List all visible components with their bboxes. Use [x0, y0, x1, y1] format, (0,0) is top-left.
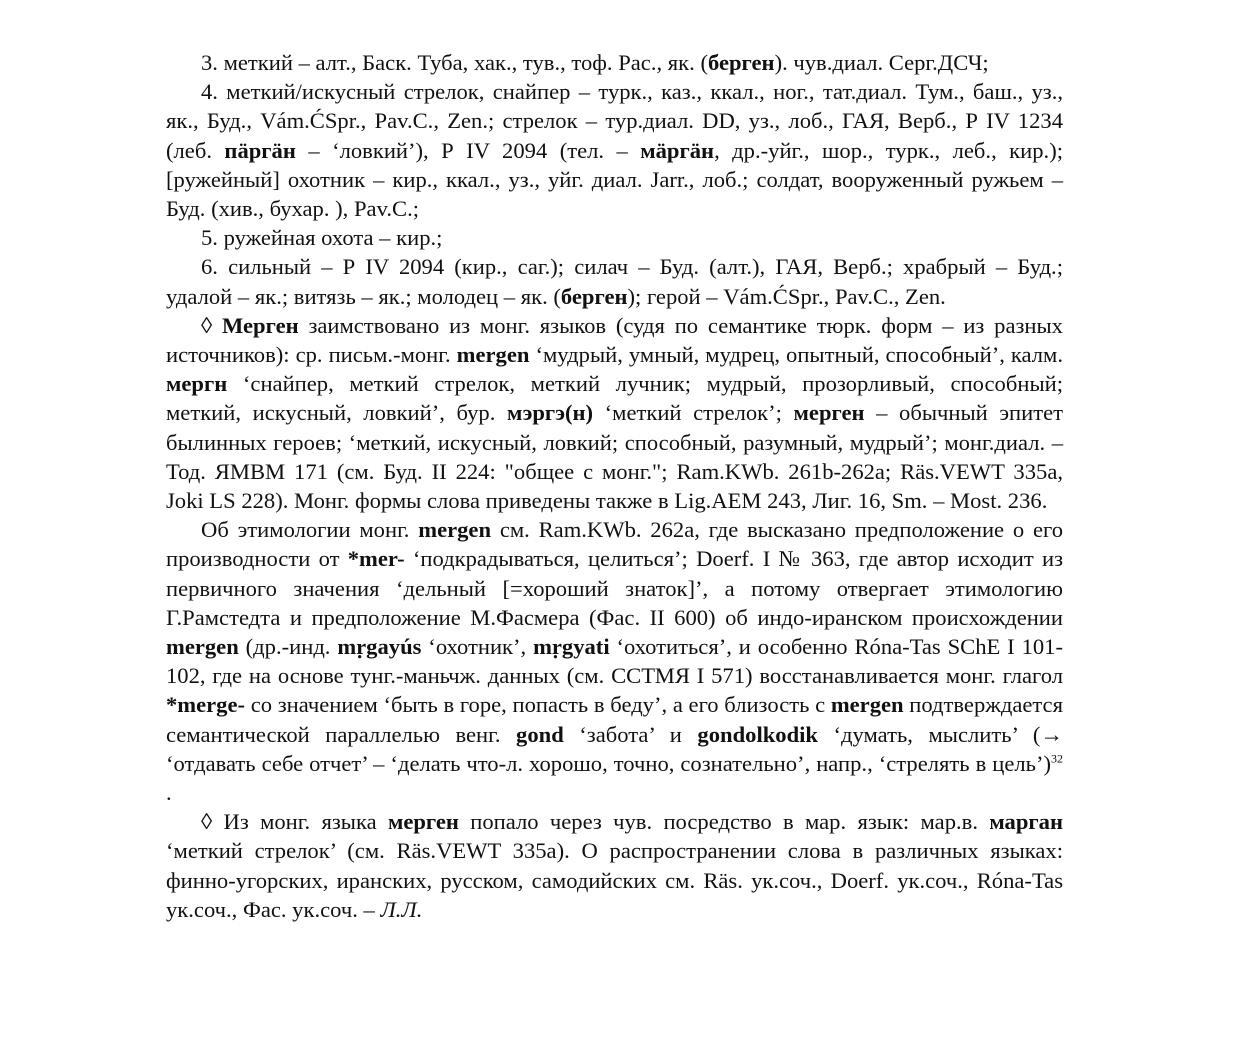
text-run: ‘забота’ и [563, 721, 698, 747]
paragraph-etymology-borrowing [166, 311, 1063, 515]
headword-form: gond [516, 721, 564, 747]
text-run: подтверждается семантической параллелью венг. [166, 692, 1063, 747]
headword-form: mṛgyati [533, 634, 610, 660]
text-run: ‘подкрадываться, целиться’; Doerf. I № 363, где автор исходит из первичного значения ‘дельный [=хороший знаток]’, а потому отвергает этимологию Г.Рамстедта и предположение М.Фасмера (Фас. II 600) об индо-иранском происхождении [166, 546, 1063, 630]
headword-form: Мерген [221, 312, 299, 338]
text-run: – обычный эпитет былинных героев; ‘меткий, искусный, ловкий; способный, разумный, мудрый’; монг.диал. – Тод. ЯМВМ 171 (см. Буд. II 224: "общее с монг."; Ram.KWb. 261b-262a; Räs.VEWT 335a, Joki LS 228). Монг. формы слова приведены также в Lig.AEM 243, Лиг. 16, Sm. – Most. 236. [166, 400, 1063, 514]
headword-form: мерген [793, 400, 865, 426]
headword-form: mergen [456, 342, 530, 368]
document-page [166, 48, 1063, 924]
paragraph-sense-3 [166, 48, 1063, 77]
text-run: , др.-уйг., шор., турк., леб., кир.); [ружейный] охотник – кир., ккал., уз., уйг. диал. Jarr., лоб.; солдат, вооруженный ружьем – Буд. (хив., бухар. ), Pav.C.; [166, 137, 1063, 222]
text-run: ‘снайпер, меткий стрелок, меткий лучник; мудрый, прозорливый, способный; меткий, искусный, ловкий’, бур. [166, 371, 1063, 426]
headword-form: мерген [387, 809, 459, 835]
headword-form: *merge- [166, 692, 246, 718]
text-run: Об этимологии монг. [201, 517, 419, 543]
text-run: ); герой – Vám.ĆSpr., Pav.C., Zen. [627, 283, 946, 309]
text-run: . [166, 780, 172, 806]
text-run: 5. ружейная охота – кир.; [201, 225, 443, 251]
headword-form: берген [560, 283, 628, 309]
text-run: ‘охотиться’, и особенно Róna-Tas SChE I 101-102, где на основе тунг.-маньчж. данных (см. ССТМЯ I 571) восстанавливается монг. глагол [166, 634, 1063, 689]
headword-form: mergen [830, 692, 904, 718]
text-run: ‘охотник’, [421, 634, 534, 660]
headword-form: mergen [166, 634, 239, 660]
headword-form: мергн [166, 371, 228, 397]
footnote-ref: 32 [1051, 751, 1063, 766]
headword-form: mṛgayús [337, 634, 422, 660]
text-run: 6. сильный – Р IV 2094 (кир., саг.); силач – Буд. (алт.), ГАЯ, Верб.; храбрый – Буд.; удалой – як.; витязь – як.; молодец – як. ( [166, 254, 1063, 309]
headword-form: берген [707, 50, 775, 75]
headword-form: пäргäн [224, 137, 296, 163]
headword-form: *mer- [347, 546, 405, 572]
author-initials: Л.Л. [380, 896, 423, 922]
text-run: 4. меткий/искусный стрелок, снайпер – турк., каз., ккал., ног., тат.диал. Тум., баш., уз., як., Буд., Vám.ĆSpr., Pav.C., Zen.; стрелок – тур.диал. DD, уз., лоб., ГАЯ, Верб., Р IV 1234 (леб. [166, 79, 1063, 163]
text-run: со значением ‘быть в горе, попасть в беду’, а его близость с [245, 692, 831, 718]
text-run: см. Ram.KWb. 262a, где высказано предположение о его производности от [166, 517, 1063, 572]
text-run: ‘меткий стрелок’ (см. Räs.VEWT 335a). О распространении слова в различных языках: финно-угорских, иранских, русском, самодийских см. Räs. ук.соч., Doerf. ук.соч., Róna-Tas ук.соч., Фас. ук.соч. – [166, 838, 1063, 922]
text-run: ‘меткий стрелок’; [593, 400, 794, 426]
text-run: – ‘ловкий’), Р IV 2094 (тел. – [295, 137, 641, 163]
text-run: ◊ Из монг. языка [201, 809, 388, 835]
text-run: ). чув.диал. Серг.ДСЧ; [774, 50, 989, 75]
paragraph-sense-5 [166, 223, 1063, 252]
text-run: ◊ [201, 312, 222, 338]
paragraph-etymology-discussion [166, 515, 1063, 807]
paragraph-etymology-spread [166, 807, 1063, 924]
text-run: 3. меткий – алт., Баск. Туба, хак., тув., тоф. Рас., як. ( [201, 50, 708, 75]
text-run: попало через чув. посредство в мар. язык: мар.в. [458, 809, 990, 835]
text-run: заимствовано из монг. языков (судя по семантике тюрк. форм – из разных источников): ср. письм.-монг. [166, 312, 1063, 368]
headword-form: gondolkodik [697, 721, 818, 747]
headword-form: марган [989, 809, 1063, 835]
paragraph-sense-4 [166, 77, 1063, 223]
headword-form: мäргäн [640, 137, 715, 163]
headword-form: мэргэ(н) [506, 400, 594, 426]
text-run: (др.-инд. [238, 634, 338, 660]
headword-form: mergen [418, 517, 492, 543]
text-run: ‘думать, мыслить’ (→ ‘отдавать себе отчет’ – ‘делать что-л. хорошо, точно, сознательно’, напр., ‘стрелять в цель’) [166, 721, 1064, 776]
text-run: ‘мудрый, умный, мудрец, опытный, способный’, калм. [529, 342, 1063, 368]
paragraph-sense-6 [166, 252, 1063, 310]
